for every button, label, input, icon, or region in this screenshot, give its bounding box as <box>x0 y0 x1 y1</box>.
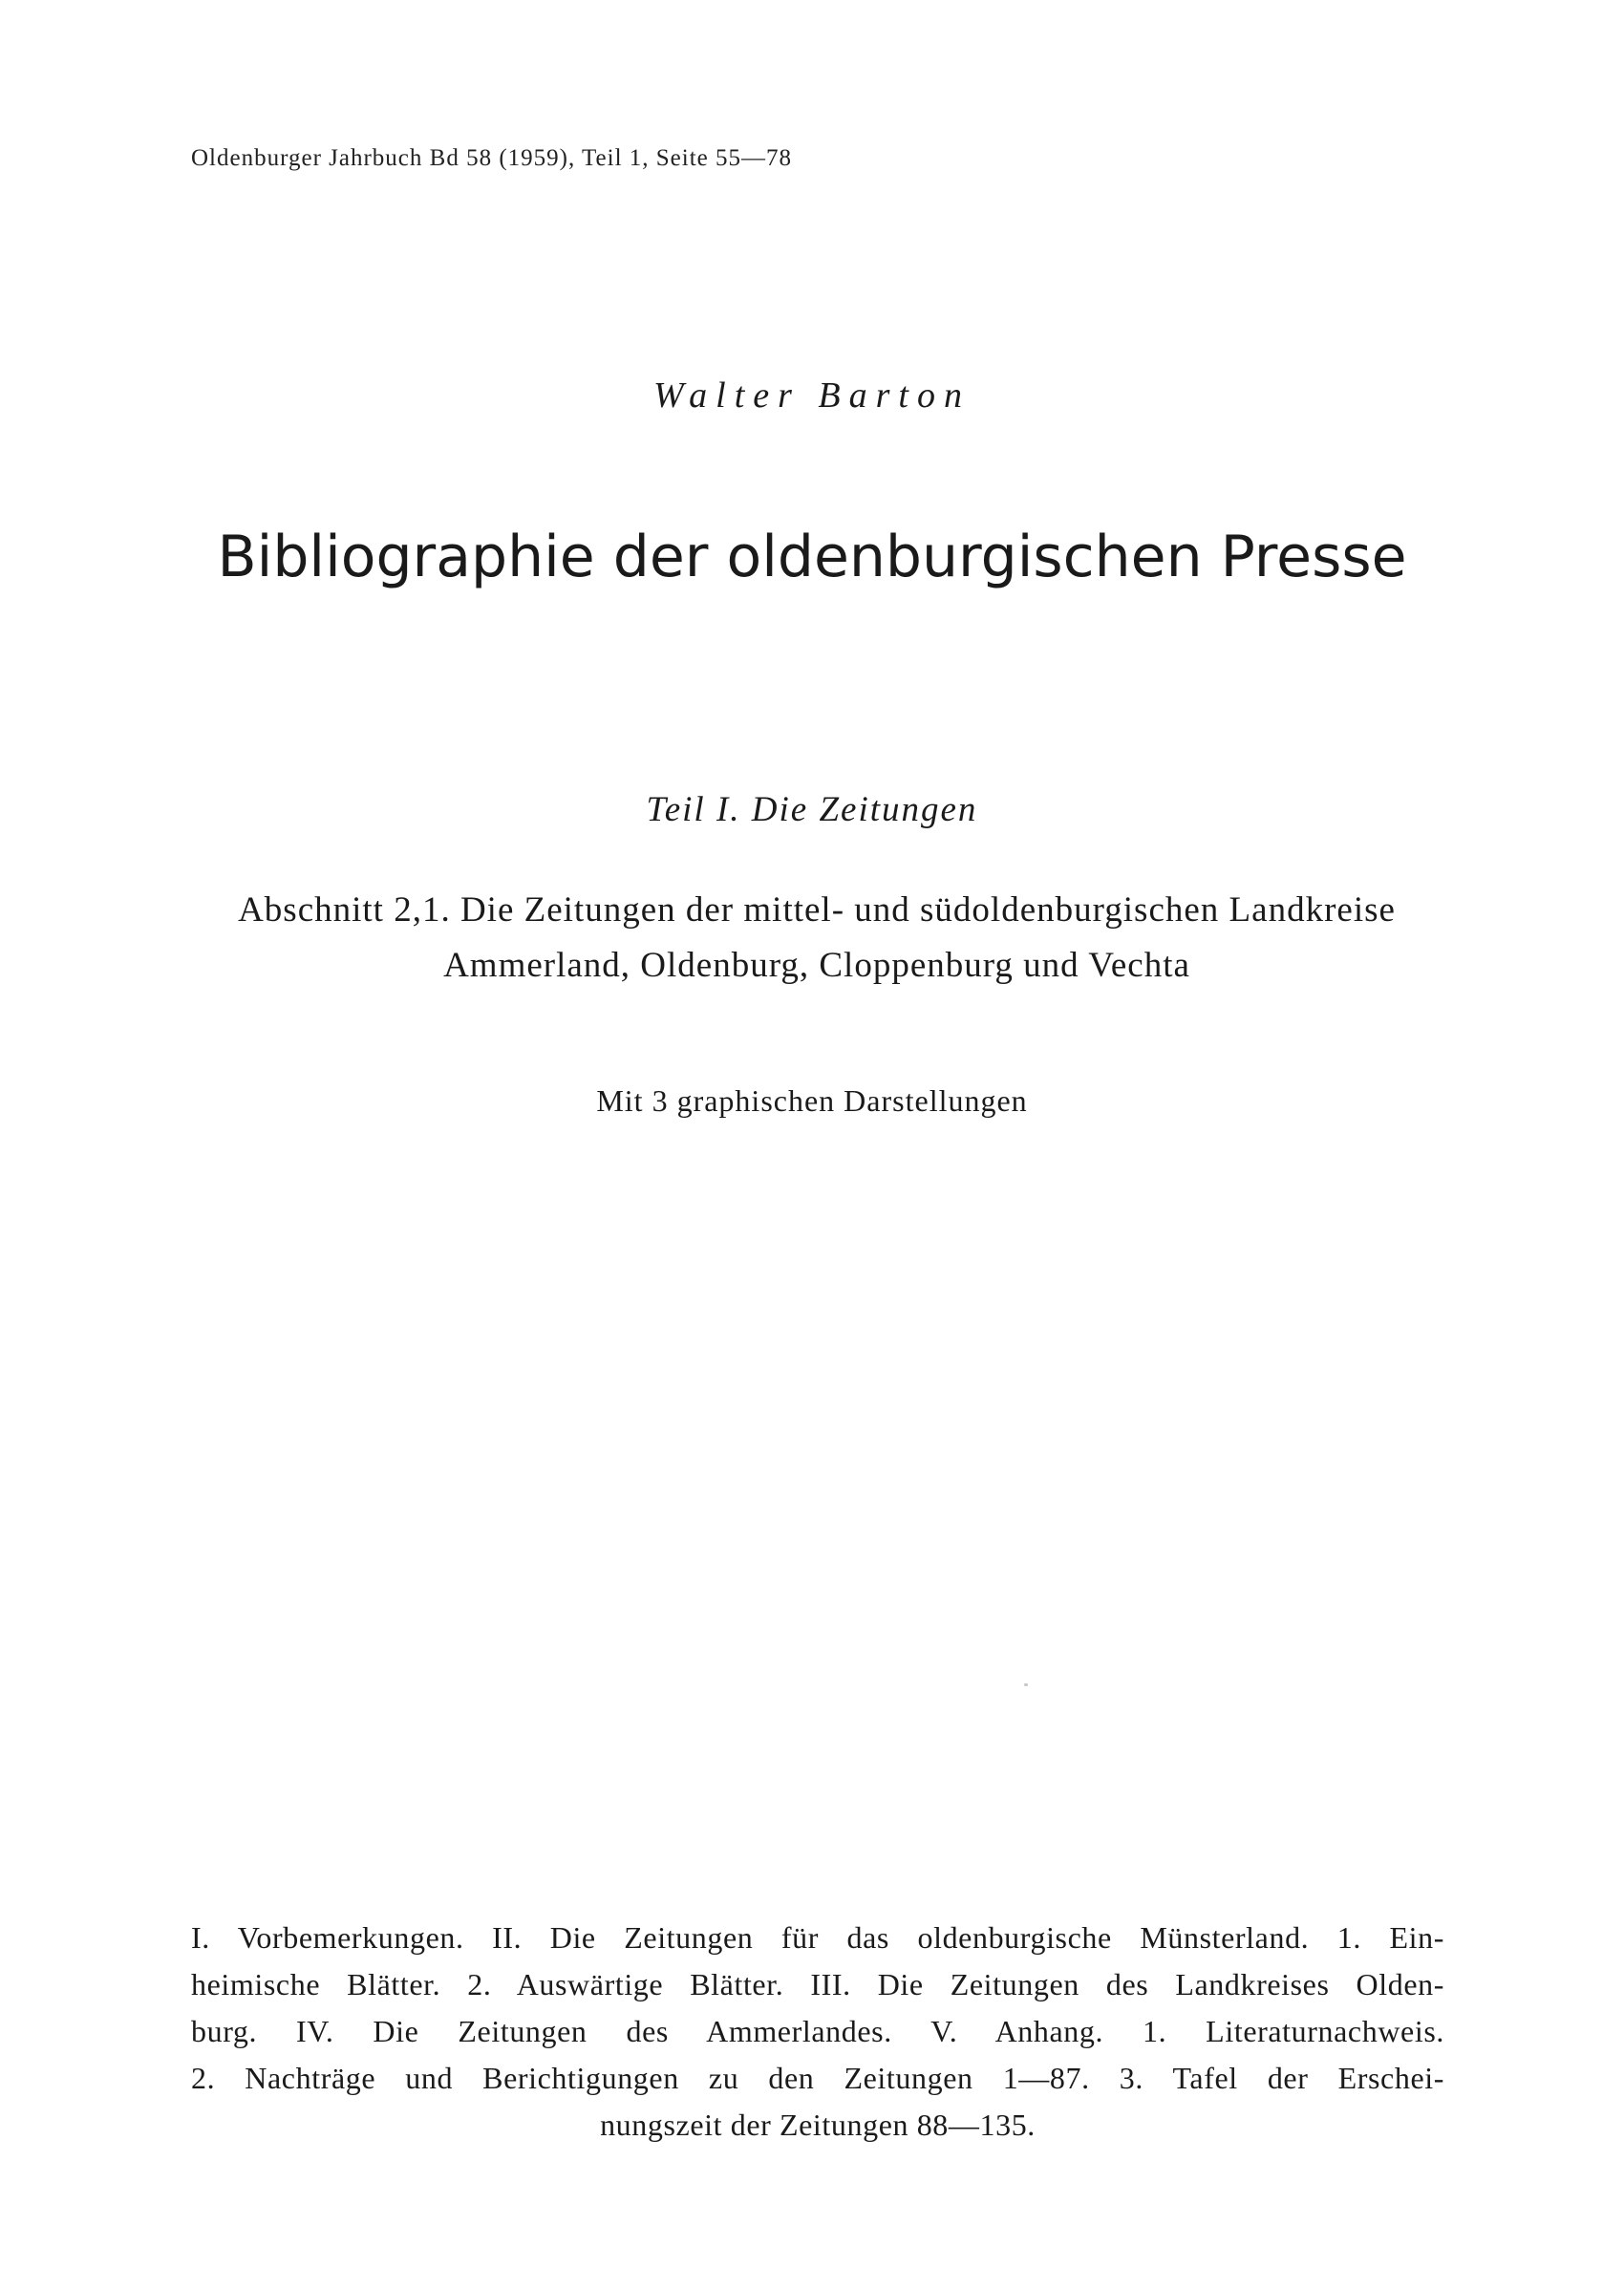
author-name: Walter Barton <box>653 375 971 416</box>
figures-note: Mit 3 graphischen Darstellungen <box>596 1083 1028 1118</box>
section-heading <box>191 883 1442 994</box>
section-heading-line-2: Ammerland, Oldenburg, Cloppenburg und Vechta <box>443 946 1190 985</box>
toc-line: heimische Blätter. 2. Auswärtige Blätter. III. Die Zeitungen des Landkreises Olden- <box>191 1967 1444 2001</box>
section-heading-line-1: Abschnitt 2,1. Die Zeitungen der mittel- und südoldenburgischen Landkreise <box>238 890 1396 930</box>
toc-line: I. Vorbemerkungen. II. Die Zeitungen für das oldenburgische Münsterland. 1. Ein- <box>191 1920 1444 1955</box>
part-heading: Teil I. Die Zeitungen <box>646 790 978 829</box>
toc-line: 2. Nachträge und Berichtigungen zu den Zeitungen 1—87. 3. Tafel der Erschei- <box>191 2061 1444 2095</box>
journal-citation: Oldenburger Jahrbuch Bd 58 (1959), Teil 1, Seite 55—78 <box>191 145 793 171</box>
toc-line: nungszeit der Zeitungen 88—135. <box>600 2108 1036 2142</box>
scan-speck <box>1024 1683 1028 1686</box>
table-of-contents <box>191 1915 1444 2149</box>
document-title: Bibliographie der oldenburgischen Presse <box>217 524 1407 590</box>
toc-line: burg. IV. Die Zeitungen des Ammerlandes. V. Anhang. 1. Literaturnachweis. <box>191 2014 1444 2048</box>
